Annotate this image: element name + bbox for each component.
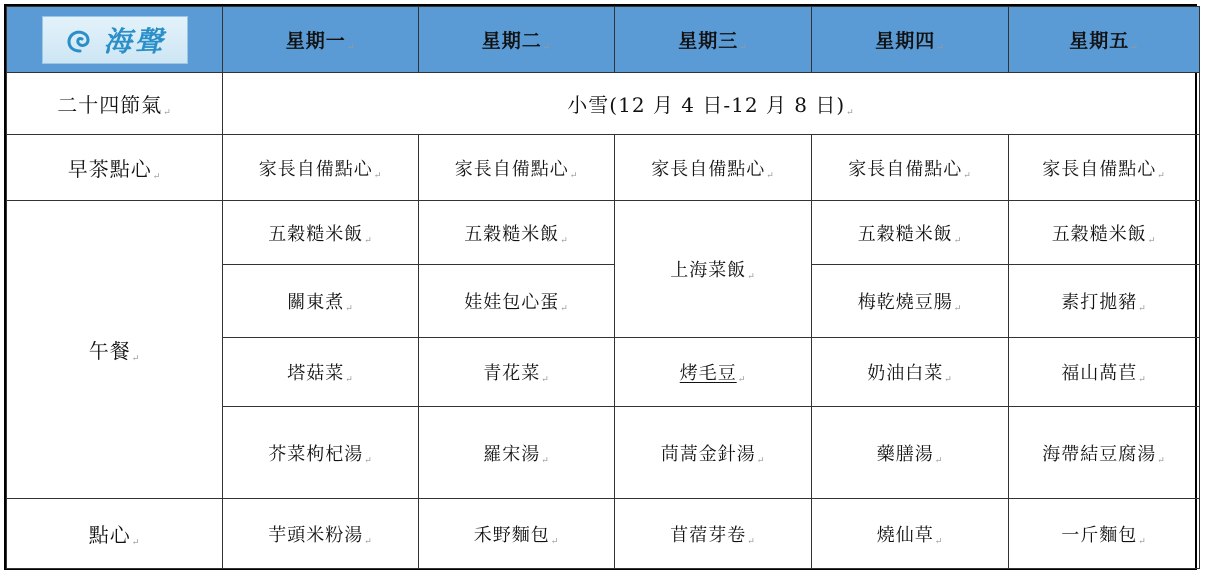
morning-snack-label: 早茶點心↵ <box>7 135 223 201</box>
lunch-vegetable-cell: 青花菜↵ <box>419 338 615 407</box>
solar-term-label: 二十四節氣↵ <box>7 73 223 135</box>
morning-snack-row <box>7 135 1200 201</box>
lunch-main-cell: 梅乾燒豆腸↵ <box>812 265 1009 338</box>
day-header-fri: 星期五↵ <box>1009 7 1200 73</box>
lunch-vegetable-cell: 烤毛豆↵ <box>615 338 812 407</box>
weekly-menu-table <box>6 6 1200 569</box>
header-row <box>7 7 1200 73</box>
morning-snack-cell: 家長自備點心↵ <box>812 135 1009 201</box>
afternoon-snack-label: 點心↵ <box>7 499 223 569</box>
lunch-main-cell: 娃娃包心蛋↵ <box>419 265 615 338</box>
morning-snack-cell: 家長自備點心↵ <box>1009 135 1200 201</box>
solar-term-value: 小雪(12 月 4 日-12 月 8 日)↵ <box>223 73 1200 135</box>
lunch-soup-cell: 羅宋湯↵ <box>419 407 615 499</box>
lunch-soup-cell: 芥菜枸杞湯↵ <box>223 407 419 499</box>
lunch-soup-cell: 海帶結豆腐湯↵ <box>1009 407 1200 499</box>
logo-cell <box>7 7 223 73</box>
lunch-staple-row <box>7 201 1200 265</box>
menu-table-frame <box>4 4 1197 570</box>
day-header-thu: 星期四↵ <box>812 7 1009 73</box>
afternoon-snack-cell: 芋頭米粉湯↵ <box>223 499 419 569</box>
logo <box>42 16 188 64</box>
lunch-staple-cell-wed: 上海菜飯↵ <box>615 201 812 338</box>
afternoon-snack-row <box>7 499 1200 569</box>
swirl-icon <box>63 25 97 55</box>
lunch-soup-cell: 茼蒿金針湯↵ <box>615 407 812 499</box>
afternoon-snack-cell: 苜蓿芽卷↵ <box>615 499 812 569</box>
afternoon-snack-cell: 禾野麵包↵ <box>419 499 615 569</box>
lunch-vegetable-cell: 奶油白菜↵ <box>812 338 1009 407</box>
morning-snack-cell: 家長自備點心↵ <box>615 135 812 201</box>
lunch-vegetable-cell: 福山萵苣↵ <box>1009 338 1200 407</box>
lunch-staple-cell: 五穀糙米飯↵ <box>812 201 1009 265</box>
day-header-mon: 星期一↵ <box>223 7 419 73</box>
lunch-staple-cell: 五穀糙米飯↵ <box>223 201 419 265</box>
lunch-vegetable-cell: 塔菇菜↵ <box>223 338 419 407</box>
lunch-main-cell: 素打拋豬↵ <box>1009 265 1200 338</box>
lunch-label: 午餐↵ <box>7 201 223 499</box>
lunch-staple-cell: 五穀糙米飯↵ <box>419 201 615 265</box>
logo-text: 海聲 <box>103 24 166 58</box>
morning-snack-cell: 家長自備點心↵ <box>419 135 615 201</box>
day-header-wed: 星期三↵ <box>615 7 812 73</box>
lunch-soup-cell: 藥膳湯↵ <box>812 407 1009 499</box>
afternoon-snack-cell: 一斤麵包↵ <box>1009 499 1200 569</box>
afternoon-snack-cell: 燒仙草↵ <box>812 499 1009 569</box>
day-header-tue: 星期二↵ <box>419 7 615 73</box>
lunch-staple-cell: 五穀糙米飯↵ <box>1009 201 1200 265</box>
morning-snack-cell: 家長自備點心↵ <box>223 135 419 201</box>
solar-term-row <box>7 73 1200 135</box>
lunch-main-cell: 關東煮↵ <box>223 265 419 338</box>
